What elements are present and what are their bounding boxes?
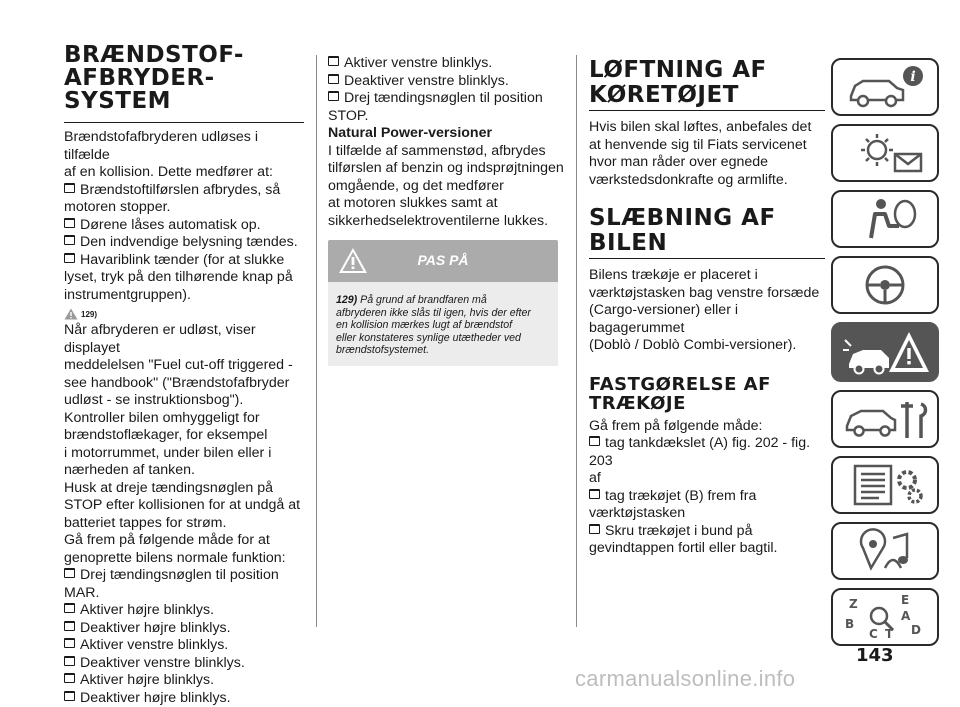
index-letter-t: T <box>885 627 894 640</box>
page-number: 143 <box>856 645 894 666</box>
bullet-list-1 <box>64 182 304 305</box>
checkbox-bullet-icon <box>328 74 339 84</box>
list-item: Aktiver højre blinklys. <box>64 672 304 690</box>
list-item: Deaktiver højre blinklys. <box>64 690 304 707</box>
tab-technical-data[interactable] <box>831 456 939 514</box>
checkbox-bullet-icon <box>64 568 75 578</box>
warning-title: PAS PÅ <box>328 252 558 268</box>
checkbox-bullet-icon <box>64 218 75 228</box>
checkbox-bullet-icon <box>64 253 75 263</box>
checkbox-bullet-icon <box>64 183 75 193</box>
lifting-paragraph: Hvis bilen skal løftes, anbefales det at henvende sig til Fiats servicenet hvor man råder over egnede værkstedsdonkrafte og armlifte. <box>589 119 825 189</box>
checkbox-bullet-icon <box>589 436 600 446</box>
column-2 <box>328 55 564 230</box>
checkbox-bullet-icon <box>328 91 339 101</box>
steering-wheel-icon <box>841 262 933 308</box>
section-title-fuel-cutoff: BRÆNDSTOF- AFBRYDER- SYSTEM <box>64 44 304 123</box>
checkbox-bullet-icon <box>589 524 600 534</box>
list-item-continued: STOP. <box>328 108 564 126</box>
checkbox-bullet-icon <box>64 673 75 683</box>
column-divider <box>576 55 577 627</box>
intro-text: Brændstofafbryderen udløses i tilfælde af en kollision. Dette medfører at: <box>64 129 304 182</box>
list-item: Skru trækøjet i bund på <box>589 523 825 541</box>
checkbox-bullet-icon <box>64 691 75 701</box>
list-item: Drej tændingsnøglen til position <box>328 90 564 108</box>
bullet-list-2 <box>64 567 304 707</box>
column-divider <box>316 55 317 627</box>
tab-maintenance[interactable] <box>831 390 939 448</box>
checkbox-bullet-icon <box>64 235 75 245</box>
body-paragraph: I tilfælde af sammenstød, afbrydes tilførslen af benzin og indsprøjtningen omgående, og det medfører at motoren slukkes samt at sikkerhedselektroventilerne lukkes. <box>328 143 564 231</box>
checkbox-bullet-icon <box>64 638 75 648</box>
tab-dashboard[interactable] <box>831 124 939 182</box>
list-item-continued: lyset, tryk på den tilhørende knap på <box>64 269 304 287</box>
index-letter-e: E <box>901 594 909 607</box>
index-letter-d: D <box>911 623 921 637</box>
list-item: Dørene låses automatisk op. <box>64 217 304 235</box>
checkbox-bullet-icon <box>64 656 75 666</box>
column-1 <box>64 44 304 707</box>
index-letter-c: C <box>869 627 878 640</box>
multimedia-icon <box>841 528 933 574</box>
tab-starting-driving[interactable] <box>831 256 939 314</box>
list-item: tag trækøjet (B) frem fra <box>589 488 825 506</box>
checkbox-bullet-icon <box>64 621 75 631</box>
section-title-towing: SLÆBNING AF BILEN <box>589 206 825 259</box>
tab-vehicle-info[interactable] <box>831 58 939 116</box>
warning-box <box>328 240 558 366</box>
column-3 <box>589 58 825 558</box>
list-item: Den indvendige belysning tændes. <box>64 234 304 252</box>
list-item: Deaktiver højre blinklys. <box>64 620 304 638</box>
tab-emergency[interactable] <box>831 322 939 382</box>
list-item: Aktiver højre blinklys. <box>64 602 304 620</box>
bullet-list <box>589 435 825 558</box>
list-item: Aktiver venstre blinklys. <box>64 637 304 655</box>
svg-text:i: i <box>910 69 915 85</box>
index-letter-z: Z <box>849 597 858 611</box>
section-title-lifting: LØFTNING AF KØRETØJET <box>589 58 825 111</box>
warning-header <box>328 240 558 282</box>
bullet-list <box>328 55 564 125</box>
towing-paragraph: Bilens trækøje er placeret i værktøjstasken bag venstre forsæde (Cargo-versioner) eller i bagagerummet (Doblò / Doblò Combi-versioner). <box>589 267 825 355</box>
car-service-icon <box>841 396 933 442</box>
list-item-continued: gevindtappen fortil eller bagtil. <box>589 540 825 558</box>
checkbox-bullet-icon <box>64 603 75 613</box>
warning-reference <box>64 306 304 322</box>
specifications-icon <box>841 462 933 508</box>
index-letter-a: A <box>901 609 911 623</box>
checkbox-bullet-icon <box>589 489 600 499</box>
section-title-tow-hook: FASTGØRELSE AF TRÆKØJE <box>589 375 825 413</box>
list-item: Aktiver venstre blinklys. <box>328 55 564 73</box>
tab-multimedia[interactable] <box>831 522 939 580</box>
index-letters-icon <box>841 594 933 640</box>
list-item-continued: MAR. <box>64 585 304 603</box>
checkbox-bullet-icon <box>328 56 339 66</box>
list-item: Drej tændingsnøglen til position <box>64 567 304 585</box>
list-item-continued: motoren stopper. <box>64 199 304 217</box>
warning-number: 129) <box>336 294 357 306</box>
body-paragraph: Når afbryderen er udløst, viser displayet meddelelsen "Fuel cut-off triggered - see handbook" ("Brændstofafbryder udløst - se instruktionsbog"). Kontroller bilen omhyggeligt for brændstoflækager, for eksempel i motorrummet, under bilen eller i nærheden af tanken. Husk at dreje tændingsnøglen på STOP efter kollisionen for at undgå at batteriet tappes for strøm. Gå frem på følgende måde for at genoprette bilens normale funktion: <box>64 322 304 567</box>
tab-index[interactable] <box>831 588 939 646</box>
car-info-icon <box>841 64 933 110</box>
tow-hook-intro: Gå frem på følgende måde: <box>589 418 825 436</box>
breakdown-warning-icon <box>841 328 933 378</box>
subheading-natural-power: Natural Power-versioner <box>328 125 564 143</box>
warning-text: 129) På grund af brandfaren må afbryderen ikke slås til igen, hvis der efter en kollision mærkes lugt af brændstof eller konstateres synlige utætheder ved brændstofsystemet. <box>328 282 558 366</box>
list-item: Deaktiver venstre blinklys. <box>64 655 304 673</box>
reference-number: 129) <box>81 310 97 319</box>
list-item: Havariblink tænder (for at slukke <box>64 252 304 270</box>
index-letter-b: B <box>845 617 854 631</box>
airbag-safety-icon <box>841 196 933 242</box>
tab-safety[interactable] <box>831 190 939 248</box>
dashboard-lights-icon <box>841 130 933 176</box>
list-item-continued: instrumentgruppen). <box>64 287 304 305</box>
watermark: carmanualsonline.info <box>575 666 795 692</box>
warning-triangle-icon <box>64 308 78 320</box>
list-item-continued: af <box>589 470 825 488</box>
list-item: Brændstoftilførslen afbrydes, så <box>64 182 304 200</box>
list-item: Deaktiver venstre blinklys. <box>328 73 564 91</box>
list-item: tag tankdækslet (A) fig. 202 - fig. 203 <box>589 435 825 470</box>
list-item-continued: værktøjstasken <box>589 505 825 523</box>
